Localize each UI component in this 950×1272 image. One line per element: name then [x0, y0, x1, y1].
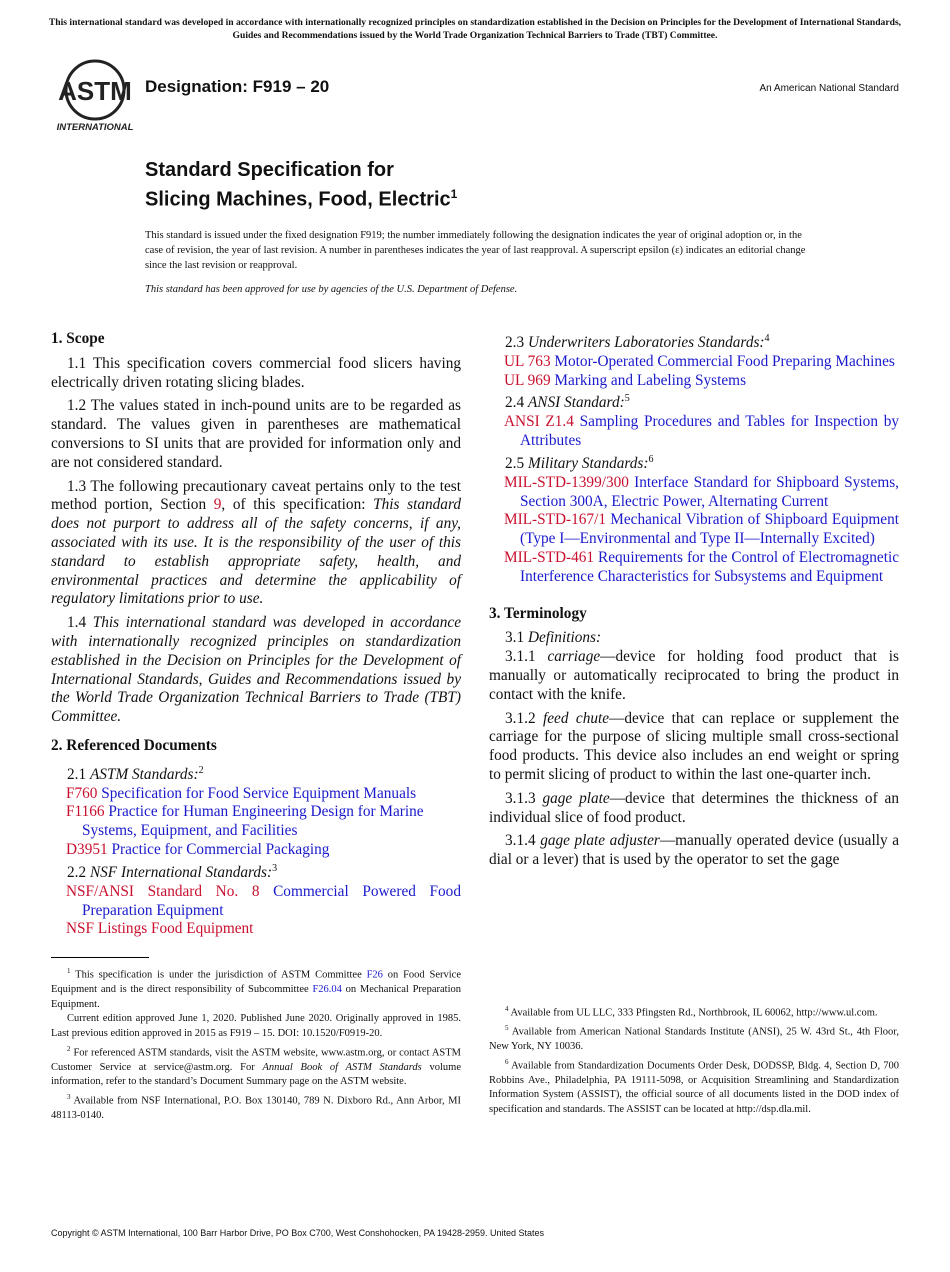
- ref-d3951[interactable]: D3951 Practice for Commercial Packaging: [66, 841, 330, 859]
- def-gage-plate-adjuster: 3.1.4 gage plate adjuster—manually operated device (usually a dial or a lever) that is used by the operator to set the gage: [489, 832, 899, 869]
- issued-note: This standard is issued under the fixed designation F919; the number immediately following the designation indicates the year of original adoption or, in the case of revision, the year of last revision. A number in parentheses indicates the year of last reapproval. A superscript epsilon (ε) indicates an editorial change since the last revision or reapproval.: [145, 230, 806, 271]
- right-column: [489, 330, 899, 875]
- nsf-standards-label: 2.2 NSF International Standards:$^3$: [67, 862, 278, 881]
- title-line-2: Slicing Machines, Food, Electric: [145, 188, 451, 211]
- footnote-4: $^4$ Available from UL LLC, 333 Pfingsten Rd., Northbrook, IL 60062, http://www.ul.com.: [505, 1005, 878, 1019]
- right-footnotes: [489, 1002, 899, 1118]
- section-9-link[interactable]: 9: [213, 496, 222, 514]
- ref-ul-763[interactable]: UL 763 Motor-Operated Commercial Food Preparing Machines: [504, 352, 895, 370]
- title-footnote-ref[interactable]: 1: [450, 187, 458, 201]
- ref-mil-std-461[interactable]: MIL-STD-461 Requirements for the Control of Electromagnetic Interference Characteristics for Subsystems and Equipment: [504, 549, 899, 585]
- footnote-5: $^5$ Available from American National Standards Institute (ANSI), 25 W. 43rd St., 4th Floor, New York, NY 10036.: [489, 1024, 900, 1053]
- designation: Designation: F919 – 20: [145, 77, 330, 96]
- ref-ul-969[interactable]: UL 969 Marking and Labeling Systems: [504, 371, 747, 389]
- top-note: This international standard was developed in accordance with internationally recognized principles on standardization established in the Decision on Principles for the Development of International Standards, Guides and Recommendations issued by the World Trade Organization Technical Barriers to Trade (TBT) Committee.: [48, 17, 902, 41]
- scope-1-4: 1.4 This international standard was developed in accordance with internationally recognized principles on standardization established in the Decision on Principles for the Development of International Standards, Guides and Recommendations issued by the World Trade Organization Technical Barriers to Trade (TBT) Committee.: [51, 614, 461, 726]
- definitions-label: 3.1 Definitions:: [505, 629, 602, 647]
- footnote-1: $^1$ This specification is under the jurisdiction of ASTM Committee F26 on Food Service Equipment and is the direct responsibility of Subcommittee F26.04 on Mechanical Preparation Equipment.: [51, 967, 462, 1010]
- scope-1-3: 1.3 The following precautionary caveat pertains only to the test method portion, Section 9, of this specification: This standard does not purport to address all of the safety concerns, if any, associated with its use. It is the responsibility of the user of this standard to establish appropriate safety, health, and environmental practices and determine the applicability of regulatory limitations prior to use.: [51, 477, 461, 608]
- footnote-divider: [51, 957, 149, 958]
- footnote-3: $^3$ Available from NSF International, P.O. Box 130140, 789 N. Dixboro Rd., Ann Arbor, MI 48113-0140.: [51, 1092, 462, 1121]
- title-line-1: Standard Specification for: [145, 159, 394, 181]
- ref-ansi-z1-4[interactable]: ANSI Z1.4 Sampling Procedures and Tables for Inspection by Attributes: [504, 413, 899, 450]
- footnote-2: $^2$ For referenced ASTM standards, visit the ASTM website, www.astm.org, or contact ASTM Customer Service at service@astm.org. For Annual Book of ASTM Standards volume information, refer to the standard’s Document Summary page on the ASTM website.: [51, 1044, 462, 1088]
- page-title: [145, 158, 457, 212]
- scope-heading: 1. Scope: [51, 330, 105, 347]
- f26-link[interactable]: F26: [366, 969, 383, 981]
- military-standards-label: 2.5 Military Standards:$^6$: [505, 453, 654, 473]
- ref-f760[interactable]: F760 Specification for Food Service Equipment Manuals: [66, 784, 417, 802]
- left-column: [51, 330, 461, 1124]
- footnote-edition: Current edition approved June 1, 2020. Published June 2020. Originally approved in 1985. Last previous edition approved in 2015 as F919 – 15. DOI: 10.1520/F0919-20.: [51, 1013, 461, 1039]
- ref-nsf-listings[interactable]: NSF Listings Food Equipment: [66, 920, 254, 938]
- ref-mil-std-167[interactable]: MIL-STD-167/1 Mechanical Vibration of Shipboard Equipment (Type I—Environmental and Type II—Internally Excited): [504, 511, 899, 548]
- scope-1-1: 1.1 This specification covers commercial food slicers having electrically driven rotating slicing blades.: [51, 354, 461, 391]
- svg-text:ASTM: ASTM: [58, 76, 132, 106]
- ref-mil-std-1399[interactable]: MIL-STD-1399/300 Interface Standard for Shipboard Systems, Section 300A, Electric Power, Alternating Current: [504, 473, 899, 510]
- american-national-standard: An American National Standard: [759, 83, 899, 94]
- ul-standards-label: 2.3 Underwriters Laboratories Standards:$^4$: [505, 333, 770, 352]
- dod-note: This standard has been approved for use by agencies of the U.S. Department of Defense.: [145, 284, 518, 295]
- copyright: Copyright © ASTM International, 100 Barr Harbor Drive, PO Box C700, West Conshohocken, PA 19428-2959. United States: [51, 1228, 545, 1238]
- def-carriage: 3.1.1 carriage—device for holding food product that is manually or automatically reciprocated to bring the product in contact with the knife.: [489, 648, 899, 703]
- def-gage-plate: 3.1.3 gage plate—device that determines the thickness of an individual slice of food product.: [489, 789, 899, 826]
- refdocs-heading: 2. Referenced Documents: [51, 736, 217, 754]
- def-feed-chute: 3.1.2 feed chute—device that can replace or supplement the carriage for the purpose of slicing multiple small cross-sectional food products. This device also includes an end weight or spring to permit slicing of product to within the last one-quarter inch.: [489, 709, 899, 784]
- logo-text: INTERNATIONAL: [56, 122, 134, 133]
- astm-standards-label: 2.1 ASTM Standards:$^2$: [67, 764, 204, 783]
- ref-f1166[interactable]: F1166 Practice for Human Engineering Design for Marine Systems, Equipment, and Facilities: [66, 803, 424, 840]
- scope-1-2: 1.2 The values stated in inch-pound units are to be regarded as standard. The values given in parentheses are mathematical conversions to SI units that are provided for information only and are not considered standard.: [51, 397, 461, 471]
- f26-04-link[interactable]: F26.04: [312, 984, 342, 996]
- terminology-heading: 3. Terminology: [489, 604, 587, 622]
- ref-nsf-ansi-8[interactable]: NSF/ANSI Standard No. 8 Commercial Powered Food Preparation Equipment: [66, 882, 461, 919]
- astm-logo: [55, 58, 135, 134]
- footnote-6: $^6$ Available from Standardization Documents Order Desk, DODSSP, Bldg. 4, Section D, 700 Robbins Ave., Philadelphia, PA 19111-5098, or Acquisition Streamlining and Standardization Information System (ASSIST), the official source of all documents listed in the DOD index of specification and standards. The ASSIST can be located at http://dsp.dla.mil.: [489, 1057, 900, 1116]
- ansi-standard-label: 2.4 ANSI Standard:$^5$: [505, 393, 630, 412]
